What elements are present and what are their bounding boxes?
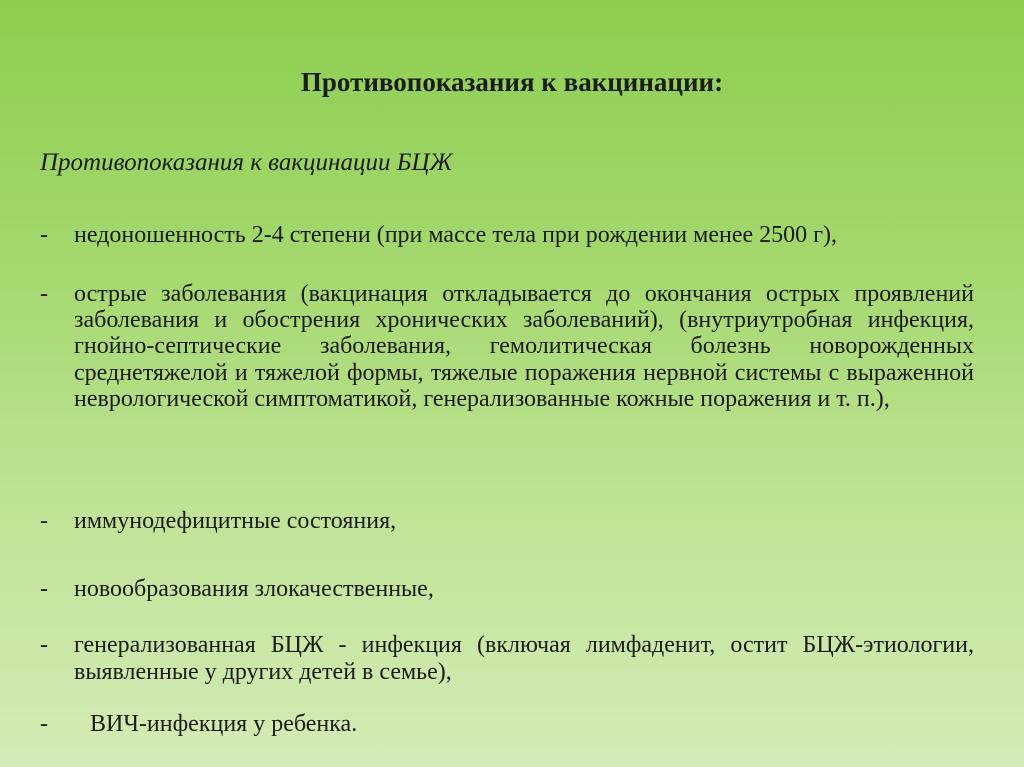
- list-item-text: острые заболевания (вакцинация откладывается до окончания острых проявлений заболевания и обострения хронических заболеваний), (внутриутробная инфекция, гнойно-септические заболевания, гемолитическая болезнь новорожденных среднетяжелой и тяжелой формы, тяжелые поражения нервной системы с выраженной неврологической симптоматикой, генерализованные кожные поражения и т. п.),: [74, 281, 974, 412]
- bullet-dash: -: [40, 632, 48, 658]
- list-item-hiv-infection: [40, 708, 974, 740]
- bullet-dash: -: [40, 281, 48, 307]
- list-item-generalized-bcg-infection: [40, 632, 974, 685]
- bullet-dash: -: [40, 508, 48, 534]
- slide-subtitle: Противопоказания к вакцинации БЦЖ: [40, 149, 453, 176]
- bullet-dash: -: [40, 711, 48, 737]
- list-item-immunodeficiency: [40, 505, 974, 537]
- list-item-text: ВИЧ-инфекция у ребенка.: [90, 711, 358, 737]
- bullet-dash: -: [40, 222, 48, 248]
- list-item-malignant-neoplasms: [40, 573, 974, 605]
- list-item-text: новообразования злокачественные,: [74, 576, 434, 602]
- slide-title: Противопоказания к вакцинации:: [300, 67, 724, 97]
- list-item-text: генерализованная БЦЖ - инфекция (включая лимфаденит, остит БЦЖ-этиологии, выявленные у других детей в семье),: [74, 632, 974, 685]
- list-item-text: недоношенность 2-4 степени (при массе тела при рождении менее 2500 г),: [74, 222, 837, 248]
- bullet-dash: -: [40, 576, 48, 602]
- list-item-text: иммунодефицитные состояния,: [74, 508, 397, 534]
- list-item-acute-diseases: [40, 281, 974, 412]
- list-item-prematurity: [40, 220, 974, 251]
